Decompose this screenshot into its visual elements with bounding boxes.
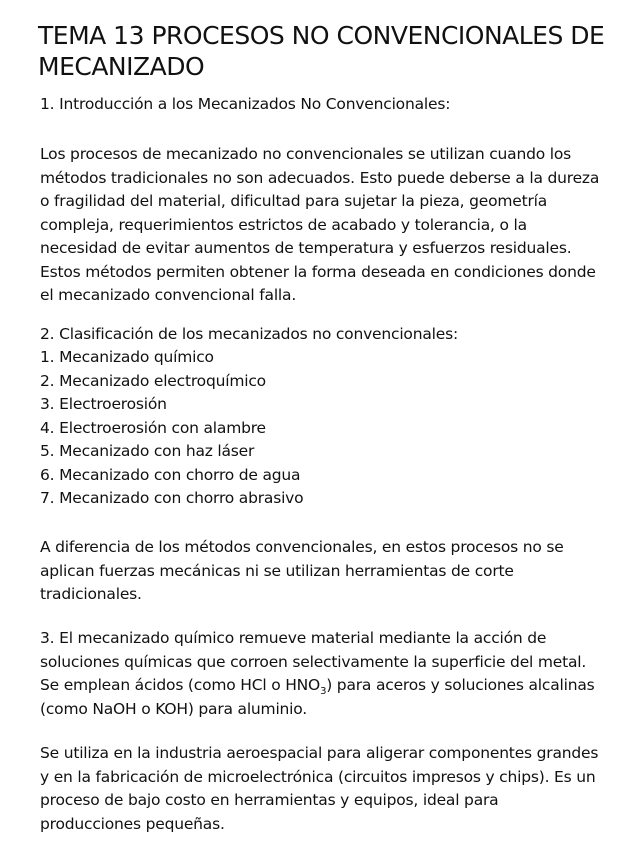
difference-paragraph: A diferencia de los métodos convencionales, en estos procesos no se aplican fuerzas mecánicas ni se utilizan herramientas de corte tradicionales. <box>40 538 564 603</box>
classification-list <box>40 346 600 511</box>
intro-heading: 1. Introducción a los Mecanizados No Convencionales: <box>40 95 451 113</box>
intro-paragraph: Los procesos de mecanizado no convencionales se utilizan cuando los métodos tradicionales no son adecuados. Esto puede deberse a la dureza o fragilidad del material, dificultad para sujetar la pieza, geometría compleja, requerimientos estrictos de acabado y tolerancia, o la necesidad de evitar aumentos de temperatura y esfuerzos residuales. Estos métodos permiten obtener la forma deseada en condiciones donde el mecanizado convencional falla. <box>40 145 600 304</box>
chemical-machining-paragraph <box>40 627 600 721</box>
page-title: TEMA 13 PROCESOS NO CONVENCIONALES DE MECANIZADO <box>38 21 605 81</box>
list-item: 7. Mecanizado con chorro abrasivo <box>40 489 304 507</box>
classification-heading: 2. Clasificación de los mecanizados no convencionales: <box>40 325 458 343</box>
usage-paragraph: Se utiliza en la industria aeroespacial para aligerar componentes grandes y en la fabricación de microelectrónica (circuitos impresos y chips). Es un proceso de bajo costo en herramientas y equipos, ideal para producciones pequeñas. <box>40 744 599 833</box>
list-item: 3. Electroerosión <box>40 395 167 413</box>
list-item: 6. Mecanizado con chorro de agua <box>40 465 301 484</box>
list-item: 4. Electroerosión con alambre <box>40 418 266 437</box>
list-item: 1. Mecanizado químico <box>40 348 214 366</box>
chemical-text-before: 3. El mecanizado químico remueve material mediante la acción de soluciones químicas que corroen selectivamente la superficie del metal. Se emplean ácidos (como HCl o HNO <box>40 629 587 694</box>
list-item: 5. Mecanizado con haz láser <box>40 442 255 460</box>
chemical-text-after: ) para aceros y soluciones alcalinas (como NaOH o KOH) para aluminio. <box>40 676 595 718</box>
chemical-subscript: 3 <box>320 686 327 698</box>
list-item: 2. Mecanizado electroquímico <box>40 371 266 390</box>
